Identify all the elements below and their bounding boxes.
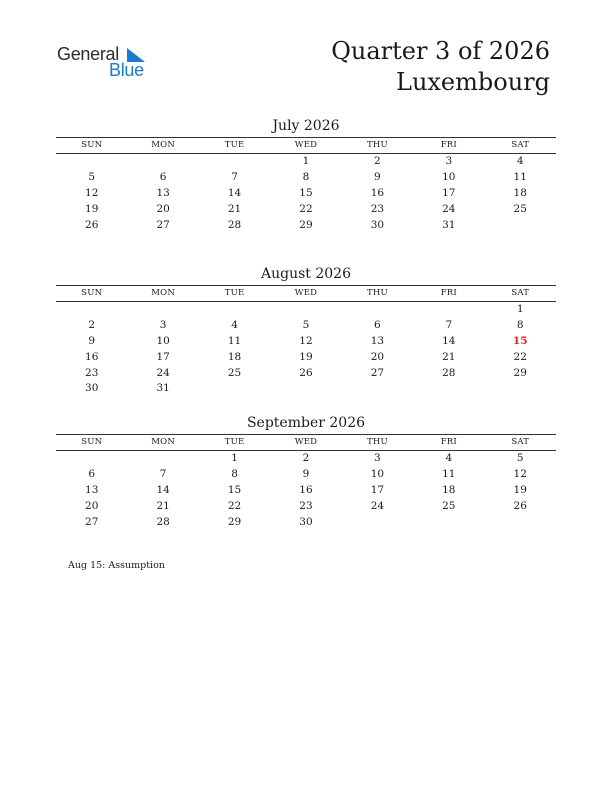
day-cell: 22 — [227, 499, 242, 512]
day-cell: 1 — [231, 452, 238, 465]
day-cell: 25 — [442, 499, 456, 512]
day-cell: 24 — [442, 202, 456, 215]
weekday-header: SUN — [81, 140, 103, 150]
day-cell: 14 — [156, 483, 170, 496]
day-cell: 16 — [85, 350, 99, 363]
day-cell: 23 — [370, 202, 385, 215]
month-title: September 2026 — [246, 415, 366, 431]
day-cell: 23 — [299, 499, 313, 512]
day-cell: 29 — [299, 218, 313, 231]
holiday-note: Aug 15: Assumption — [68, 560, 165, 571]
day-cell: 2 — [302, 452, 310, 465]
week-row — [56, 186, 556, 202]
day-cell: 31 — [156, 382, 170, 395]
day-cell: 11 — [442, 468, 456, 481]
day-cell: 27 — [156, 218, 170, 231]
weekday-header: SAT — [511, 288, 530, 298]
day-cell: 6 — [374, 319, 381, 332]
day-cell: 18 — [513, 186, 527, 199]
day-cell: 29 — [513, 366, 527, 379]
day-cell: 5 — [516, 452, 524, 465]
day-cell: 17 — [156, 350, 170, 363]
day-cell: 13 — [156, 186, 170, 199]
day-cell: 6 — [159, 171, 167, 184]
week-row — [56, 201, 556, 217]
day-cell: 12 — [513, 468, 527, 481]
weekday-header: SAT — [511, 140, 530, 150]
weekday-header-row — [56, 286, 556, 302]
day-cell: 24 — [370, 499, 385, 512]
day-cell: 26 — [85, 218, 99, 231]
weekday-header: FRI — [440, 437, 457, 447]
weekday-header: WED — [294, 288, 318, 298]
weekday-header: WED — [294, 140, 318, 150]
calendar-grid — [56, 286, 556, 397]
weekday-header: WED — [294, 437, 318, 447]
day-cell: 8 — [516, 319, 524, 332]
week-row — [56, 318, 556, 334]
weekday-header: FRI — [440, 288, 457, 298]
day-cell: 29 — [227, 515, 242, 528]
day-cell: 17 — [442, 186, 456, 199]
month-calendar-september — [56, 413, 556, 530]
day-cell: 25 — [513, 202, 527, 215]
country-title: Luxembourg — [396, 68, 550, 96]
holiday-day-cell: 15 — [512, 334, 528, 347]
day-cell: 30 — [85, 382, 99, 395]
day-cell: 16 — [299, 483, 313, 496]
week-row — [56, 334, 556, 350]
weekday-header: MON — [151, 437, 175, 447]
day-cell: 12 — [85, 186, 99, 199]
day-cell: 2 — [374, 155, 381, 168]
day-cell: 20 — [85, 499, 99, 512]
day-cell: 10 — [156, 334, 170, 347]
day-cell: 11 — [513, 171, 527, 184]
calendar-grid — [56, 435, 556, 530]
day-cell: 8 — [302, 171, 310, 184]
calendar-grid — [56, 138, 556, 233]
day-cell: 4 — [231, 319, 238, 332]
day-cell: 5 — [88, 171, 96, 184]
logo-text-blue: Blue — [109, 60, 144, 80]
day-cell: 16 — [370, 186, 385, 199]
month-calendar-july — [56, 116, 556, 233]
day-cell: 6 — [88, 468, 96, 481]
day-cell: 21 — [156, 499, 170, 512]
month-calendar-august — [56, 264, 556, 397]
week-row — [56, 381, 556, 397]
day-cell: 5 — [302, 319, 310, 332]
week-row — [56, 483, 556, 499]
day-cell: 18 — [227, 350, 242, 363]
weekday-header: SAT — [511, 437, 530, 447]
day-cell: 14 — [227, 186, 242, 199]
week-row — [56, 365, 556, 381]
day-cell: 7 — [445, 319, 453, 332]
weekday-header: TUE — [224, 140, 245, 150]
weekday-header: SUN — [81, 437, 103, 447]
holiday-notes — [68, 560, 165, 572]
day-cell: 17 — [370, 483, 385, 496]
weekday-header: THU — [366, 288, 388, 298]
week-row — [56, 154, 556, 170]
day-cell: 15 — [227, 483, 242, 496]
day-cell: 24 — [156, 366, 170, 379]
day-cell: 3 — [445, 155, 453, 168]
day-cell: 26 — [299, 366, 313, 379]
day-cell: 21 — [227, 202, 242, 215]
week-row — [56, 498, 556, 514]
day-cell: 13 — [85, 483, 99, 496]
month-title: August 2026 — [261, 266, 351, 282]
weekday-header: MON — [151, 288, 175, 298]
day-cell: 8 — [231, 468, 238, 481]
day-cell: 28 — [156, 515, 170, 528]
day-cell: 4 — [445, 452, 453, 465]
quarter-title: Quarter 3 of 2026 — [331, 37, 550, 65]
day-cell: 18 — [442, 483, 456, 496]
day-cell: 1 — [302, 155, 310, 168]
weekday-header: MON — [151, 140, 175, 150]
generalblue-logo — [57, 44, 157, 80]
day-cell: 7 — [159, 468, 167, 481]
day-cell: 20 — [156, 202, 170, 215]
day-cell: 22 — [299, 202, 313, 215]
day-cell: 9 — [374, 171, 381, 184]
day-cell: 1 — [516, 303, 524, 316]
day-cell: 19 — [513, 483, 527, 496]
day-cell: 19 — [299, 350, 313, 363]
day-cell: 3 — [159, 319, 167, 332]
day-cell: 10 — [370, 468, 385, 481]
day-cell: 20 — [370, 350, 385, 363]
week-row — [56, 467, 556, 483]
day-cell: 27 — [85, 515, 99, 528]
day-cell: 14 — [442, 334, 456, 347]
page-title — [331, 36, 550, 98]
week-row — [56, 217, 556, 233]
weekday-header: THU — [366, 140, 388, 150]
day-cell: 28 — [227, 218, 242, 231]
day-cell: 28 — [442, 366, 456, 379]
weekday-header: SUN — [81, 288, 103, 298]
logo-text-general: General — [57, 44, 119, 64]
week-row — [56, 349, 556, 365]
day-cell: 22 — [513, 350, 527, 363]
day-cell: 3 — [374, 452, 381, 465]
day-cell: 10 — [442, 171, 456, 184]
day-cell: 30 — [299, 515, 313, 528]
day-cell: 11 — [227, 334, 242, 347]
weekday-header-row — [56, 435, 556, 451]
week-row — [56, 514, 556, 530]
weekday-header: TUE — [224, 288, 245, 298]
day-cell: 31 — [442, 218, 456, 231]
day-cell: 15 — [299, 186, 313, 199]
day-cell: 19 — [85, 202, 99, 215]
day-cell: 23 — [85, 366, 99, 379]
day-cell: 25 — [227, 366, 242, 379]
weekday-header: TUE — [224, 437, 245, 447]
day-cell: 9 — [302, 468, 310, 481]
week-row — [56, 451, 556, 467]
week-row — [56, 302, 556, 318]
weekday-header: THU — [366, 437, 388, 447]
day-cell: 30 — [370, 218, 385, 231]
day-cell: 2 — [88, 319, 96, 332]
day-cell: 21 — [442, 350, 456, 363]
weekday-header-row — [56, 138, 556, 154]
month-title: July 2026 — [272, 118, 340, 134]
day-cell: 13 — [370, 334, 385, 347]
day-cell: 12 — [299, 334, 313, 347]
weekday-header: FRI — [440, 140, 457, 150]
day-cell: 9 — [88, 334, 96, 347]
day-cell: 7 — [231, 171, 238, 184]
week-row — [56, 170, 556, 186]
day-cell: 27 — [370, 366, 385, 379]
day-cell: 4 — [516, 155, 524, 168]
day-cell: 26 — [513, 499, 527, 512]
